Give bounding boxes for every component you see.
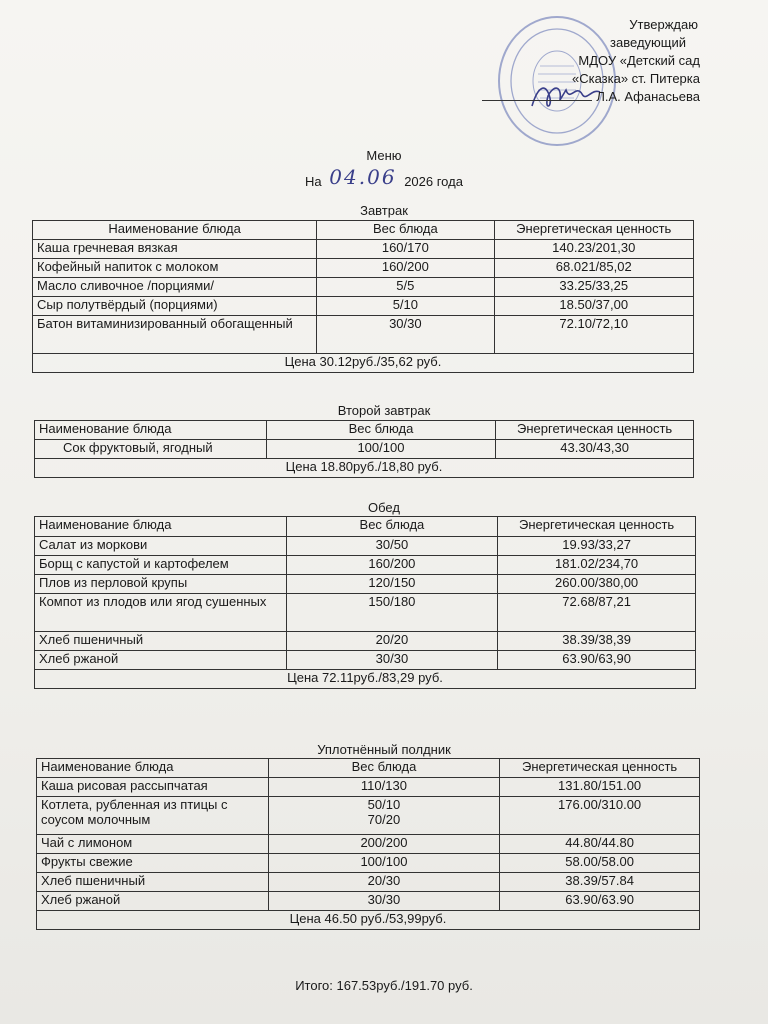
second-breakfast-table [34, 420, 694, 478]
dish-weight: 100/100 [268, 854, 500, 873]
dish-name: Сок фруктовый, ягодный [35, 440, 267, 459]
approval-position: заведующий [610, 35, 686, 50]
column-header: Энергетическая ценность [498, 517, 696, 537]
dish-weight: 150/180 [286, 594, 498, 632]
column-header: Вес блюда [268, 759, 500, 778]
column-header: Вес блюда [266, 421, 496, 440]
dish-weight: 160/200 [317, 259, 494, 278]
dish-weight: 30/30 [268, 892, 500, 911]
section-price: Цена 30.12руб./35,62 руб. [33, 354, 694, 373]
price-row [35, 459, 694, 478]
date-prefix: На [305, 174, 322, 189]
table-header-row [33, 221, 694, 240]
dish-weight: 20/20 [286, 632, 498, 651]
approval-signature-row [482, 88, 700, 106]
dish-name: Салат из моркови [35, 537, 287, 556]
dish-weight: 160/170 [317, 240, 494, 259]
table-header-row [37, 759, 700, 778]
dish-energy: 44.80/44.80 [500, 835, 700, 854]
approval-signer: Л.А. Афанасьева [596, 89, 700, 104]
dish-weight: 120/150 [286, 575, 498, 594]
menu-total: Итого: 167.53руб./191.70 руб. [295, 978, 473, 993]
dish-name: Компот из плодов или ягод сушенных [35, 594, 287, 632]
section-price: Цена 72.11руб./83,29 руб. [35, 670, 696, 689]
table-row [33, 259, 694, 278]
dish-energy: 63.90/63.90 [500, 892, 700, 911]
table-row [33, 297, 694, 316]
page-title: Меню [366, 148, 402, 163]
table-row [35, 594, 696, 632]
column-header: Энергетическая ценность [500, 759, 700, 778]
section-title-second-breakfast: Второй завтрак [337, 403, 431, 418]
dish-weight: 160/200 [286, 556, 498, 575]
dish-weight: 110/130 [268, 778, 500, 797]
dish-energy: 140.23/201,30 [494, 240, 694, 259]
column-header: Наименование блюда [35, 517, 287, 537]
price-row [37, 911, 700, 930]
dish-weight: 5/5 [317, 278, 494, 297]
date-handwritten: 04.06 [329, 165, 397, 189]
table-row [37, 854, 700, 873]
column-header: Наименование блюда [35, 421, 267, 440]
table-row [37, 873, 700, 892]
table-row [33, 240, 694, 259]
dish-weight-alt: 70/20 [367, 812, 401, 827]
table-row [37, 835, 700, 854]
table-row [37, 797, 700, 835]
dish-name: Кофейный напиток с молоком [33, 259, 317, 278]
dish-energy: 68.021/85,02 [494, 259, 694, 278]
dish-name: Хлеб ржаной [37, 892, 269, 911]
dish-weight: 20/30 [268, 873, 500, 892]
signature-line [482, 88, 592, 101]
dish-energy: 33.25/33,25 [494, 278, 694, 297]
table-row [35, 632, 696, 651]
dish-weight: 50/10 [367, 797, 401, 812]
dish-energy: 43.30/43,30 [496, 440, 694, 459]
dish-name: Плов из перловой крупы [35, 575, 287, 594]
table-header-row [35, 421, 694, 440]
dish-weight: 200/200 [268, 835, 500, 854]
dish-energy: 72.68/87,21 [498, 594, 696, 632]
dish-name: Котлета, рубленная из птицы с соусом молочным [37, 797, 269, 835]
dish-energy: 19.93/33,27 [498, 537, 696, 556]
dish-name: Хлеб пшеничный [37, 873, 269, 892]
dish-energy: 38.39/38,39 [498, 632, 696, 651]
approval-block [482, 16, 700, 106]
dish-energy: 260.00/380,00 [498, 575, 696, 594]
dish-energy: 58.00/58.00 [500, 854, 700, 873]
date-suffix: 2026 года [404, 174, 463, 189]
dish-name: Батон витаминизированный обогащенный [33, 316, 317, 354]
section-title-snack: Уплотнённый полдник [317, 742, 451, 757]
column-header: Энергетическая ценность [496, 421, 694, 440]
table-row [37, 778, 700, 797]
table-row [35, 556, 696, 575]
table-row [35, 537, 696, 556]
menu-date [0, 167, 768, 191]
snack-table [36, 758, 700, 930]
table-row [33, 316, 694, 354]
table-row [35, 575, 696, 594]
column-header: Вес блюда [317, 221, 494, 240]
approval-org: МДОУ «Детский сад [578, 53, 700, 68]
lunch-table [34, 516, 696, 689]
section-title-lunch: Обед [368, 500, 400, 515]
dish-weight: 30/30 [317, 316, 494, 354]
dish-energy: 18.50/37,00 [494, 297, 694, 316]
table-row [33, 278, 694, 297]
dish-energy: 72.10/72,10 [494, 316, 694, 354]
dish-name: Борщ с капустой и картофелем [35, 556, 287, 575]
price-row [33, 354, 694, 373]
dish-weight: 100/100 [266, 440, 496, 459]
table-row [35, 651, 696, 670]
dish-energy: 181.02/234,70 [498, 556, 696, 575]
price-row [35, 670, 696, 689]
dish-energy: 176.00/310.00 [500, 797, 700, 835]
dish-name: Фрукты свежие [37, 854, 269, 873]
section-price: Цена 18.80руб./18,80 руб. [35, 459, 694, 478]
dish-name: Хлеб ржаной [35, 651, 287, 670]
approval-line: Утверждаю [629, 17, 698, 32]
dish-energy: 131.80/151.00 [500, 778, 700, 797]
dish-name: Каша гречневая вязкая [33, 240, 317, 259]
column-header: Наименование блюда [33, 221, 317, 240]
dish-name: Масло сливочное /порциями/ [33, 278, 317, 297]
table-row [37, 892, 700, 911]
dish-weight: 5/10 [317, 297, 494, 316]
breakfast-table [32, 220, 694, 373]
dish-name: Сыр полутвёрдый (порциями) [33, 297, 317, 316]
approval-org-location: «Сказка» ст. Питерка [572, 71, 700, 86]
section-price: Цена 46.50 руб./53,99руб. [37, 911, 700, 930]
table-row [35, 440, 694, 459]
dish-energy: 38.39/57.84 [500, 873, 700, 892]
table-header-row [35, 517, 696, 537]
dish-weight: 30/30 [286, 651, 498, 670]
dish-weight-cell [268, 797, 500, 835]
column-header: Энергетическая ценность [494, 221, 694, 240]
column-header: Наименование блюда [37, 759, 269, 778]
section-title-breakfast: Завтрак [360, 203, 408, 218]
dish-name: Каша рисовая рассыпчатая [37, 778, 269, 797]
dish-energy: 63.90/63,90 [498, 651, 696, 670]
dish-name: Чай с лимоном [37, 835, 269, 854]
column-header: Вес блюда [286, 517, 498, 537]
dish-name: Хлеб пшеничный [35, 632, 287, 651]
dish-weight: 30/50 [286, 537, 498, 556]
